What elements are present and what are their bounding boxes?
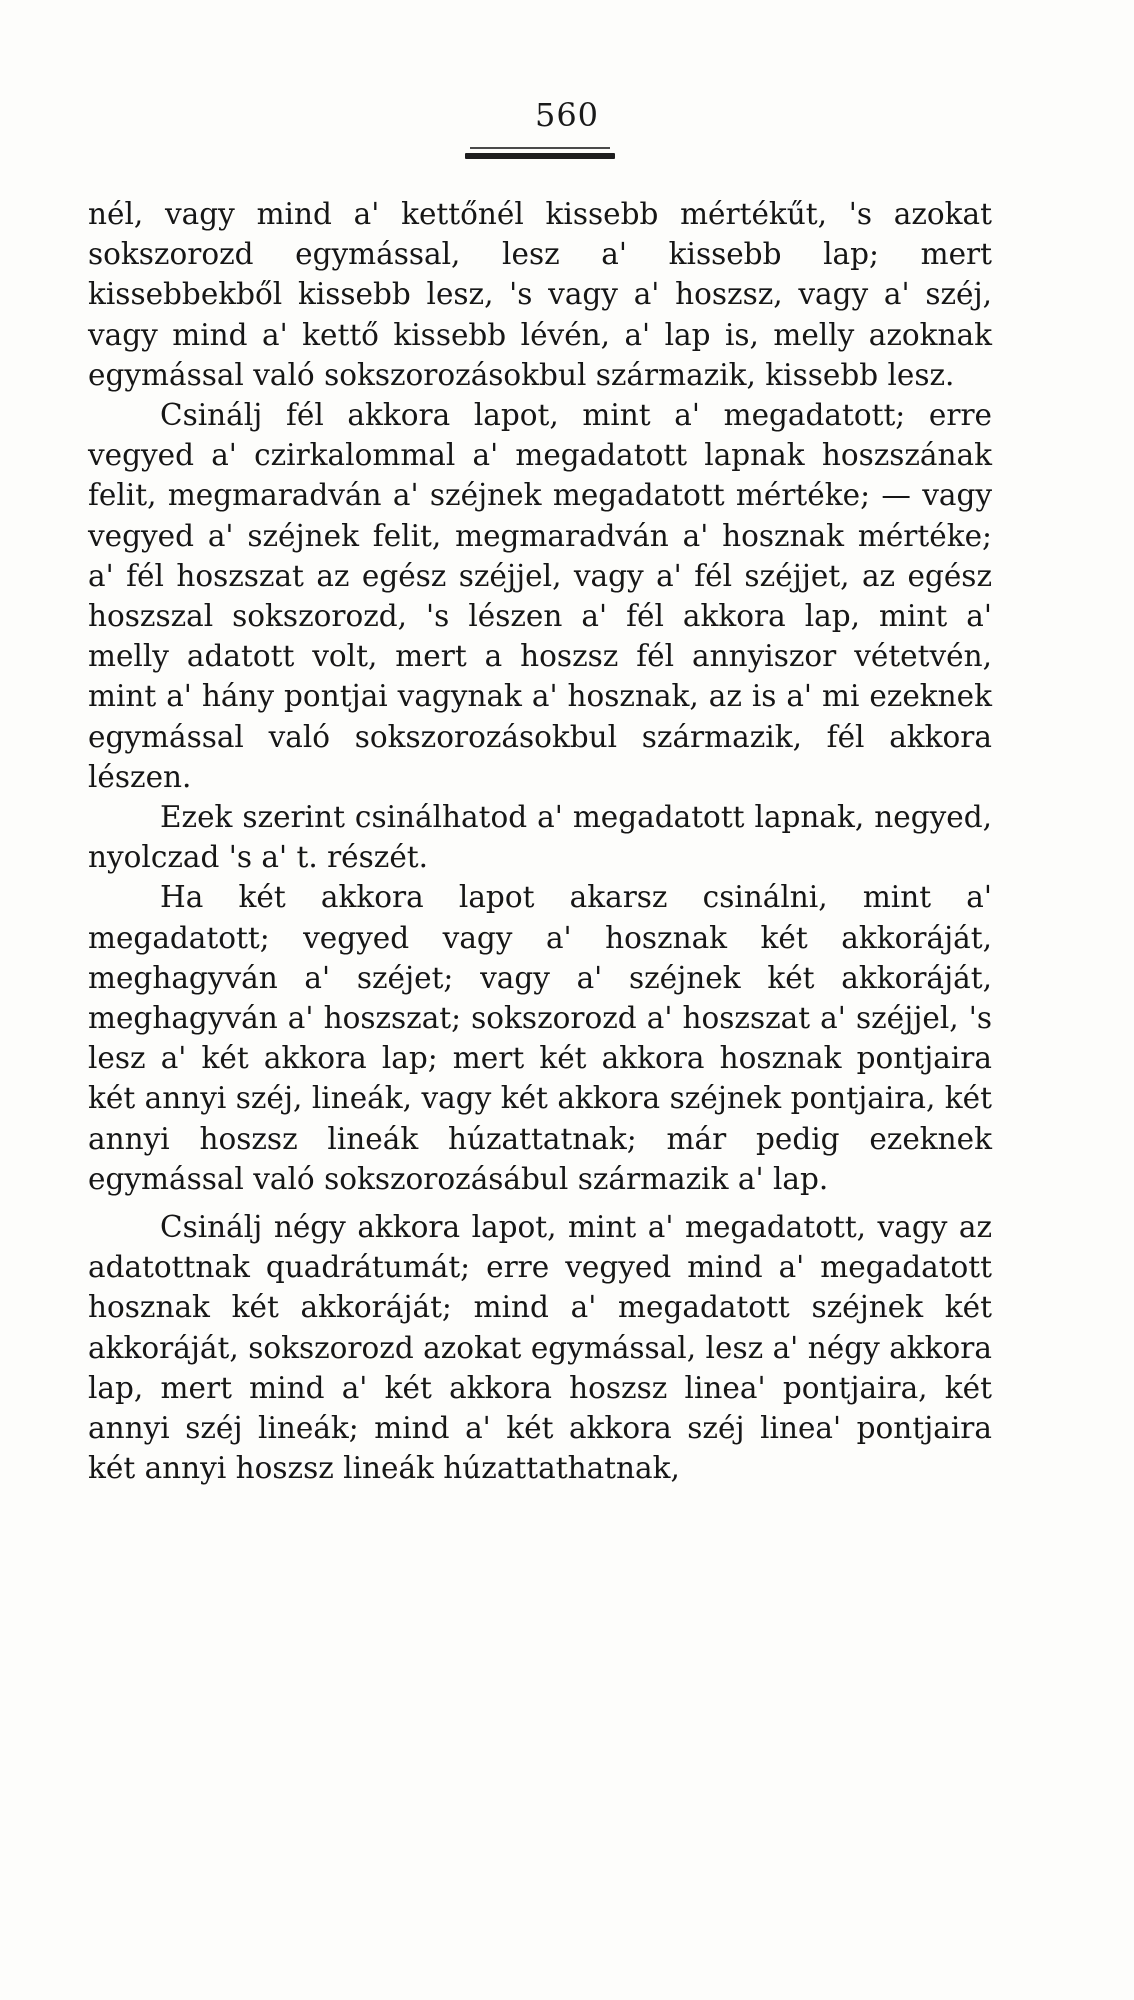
header-rule-thin [470,147,610,149]
paragraph-half-area: Csinálj fél akkora lapot, mint a' megadatott; erre vegyed a' czirkalommal a' megadatott lapnak hoszszának felit, megmaradván a' széjnek megadatott mértéke; — vagy vegyed a' széjnek felit, megmaradván a' hosznak mértéke; a' fél hoszszat az egész széjjel, vagy a' fél széjjet, az egész hoszszal sokszorozd, 's lészen a' fél akkora lap, mint a' melly adatott volt, mert a hoszsz fél annyiszor vétetvén, mint a' hány pontjai vagynak a' hosznak, az is a' mi ezeknek egymással való sokszorozásokbul származik, fél akkora lészen. [88,398,992,794]
header-rule [465,153,615,159]
body-text [88,194,992,1489]
page-number: 560 [534,96,600,134]
paragraph-continuation: nél, vagy mind a' kettőnél kissebb mértékűt, 's azokat sokszorozd egymással, lesz a' kissebb lap; mert kissebbekből kissebb lesz, 's vagy a' hoszsz, vagy a' széj, vagy mind a' kettő kissebb lévén, a' lap is, melly azoknak egymással való sokszorozásokbul származik, kissebb lesz. [88,197,992,392]
paragraph-double-area: Ha két akkora lapot akarsz csinálni, mint a' megadatott; vegyed vagy a' hosznak két akkoráját, meghagyván a' széjet; vagy a' széjnek két akkoráját, meghagyván a' hoszszat; sokszorozd a' hoszszat a' széjjel, 's lesz a' két akkora lap; mert két akkora hosznak pontjaira két annyi széj, lineák, vagy két akkora széjnek pontjaira, két annyi hoszsz lineák húzattatnak; már pedig ezeknek egymással való sokszorozásábul származik a' lap. [88,880,992,1196]
paragraph-fractions: Ezek szerint csinálhatod a' megadatott lapnak, negyed, nyolczad 's a' t. részét. [88,800,992,875]
paragraph-quadruple-area: Csinálj négy akkora lapot, mint a' megadatott, vagy az adatottnak quadrátumát; erre vegyed mind a' megadatott hosznak két akkoráját; mind a' megadatott széjnek két akkoráját, sokszorozd azokat egymással, lesz a' négy akkora lap, mert mind a' két akkora hoszsz linea' pontjaira, két annyi széj lineák; mind a' két akkora széj linea' pontjaira két annyi hoszsz lineák húzattathatnak, [88,1210,992,1486]
